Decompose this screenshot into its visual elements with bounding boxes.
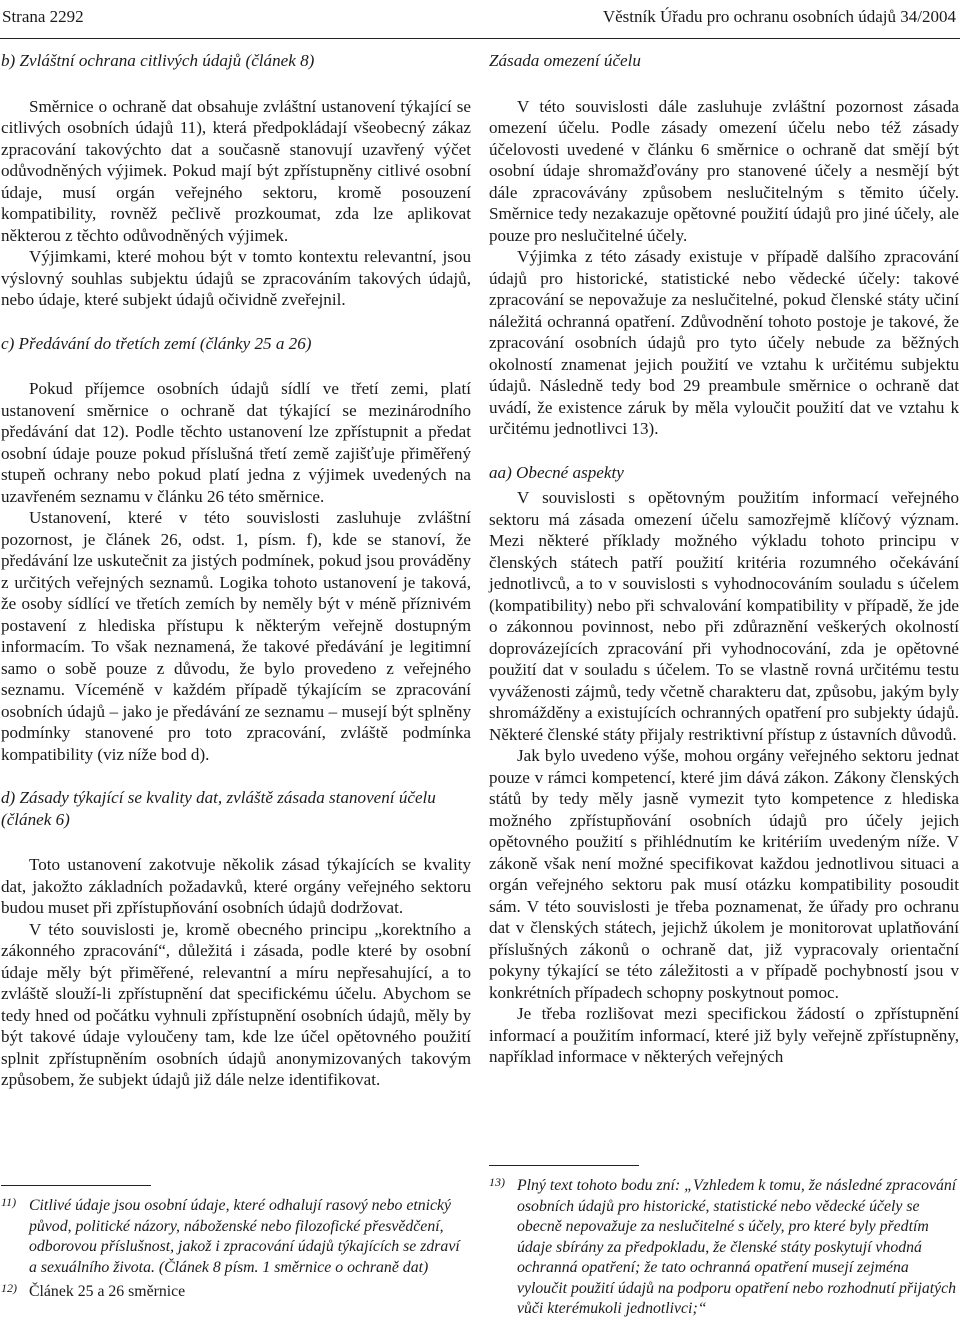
footnote-number: 12): [1, 1281, 17, 1295]
section-heading-d: d) Zásady týkající se kvality dat, zvláště zásada stanovení účelu (článek 6): [1, 788, 436, 829]
header-rule: [0, 38, 960, 39]
paragraph: Výjimka z této zásady existuje v případě dalšího zpracování údajů pro historické, statistické nebo vědecké účely: takové zpracování se nepovažuje za neslučitelné, pokud členské státy učiní náležitá ochranná opatření. Zdůvodnění tohoto postoje je takové, že zpracování osobních údajů pro tyto účely nebude za běžných okolností znamenat jejich použití ve vztahu k určitému subjektu údajů. Následně tedy bod 29 preambule směrnice o ochraně dat uvádí, že existence záruk by měla vyloučit použití dat ve vztahu k určitému jednotlivci 13).: [489, 247, 959, 438]
footnote-rule: [1, 1185, 151, 1186]
paragraph: Toto ustanovení zakotvuje několik zásad týkajících se kvality dat, jakožto základních požadavků, které orgány veřejného sektoru budou muset při zpřístupňování osobních údajů dodržovat.: [1, 855, 471, 917]
footnote-number: 11): [1, 1195, 17, 1209]
footnote-number: 13): [489, 1175, 505, 1189]
footnote-11: [1, 1192, 471, 1278]
footnote-rule: [489, 1165, 639, 1166]
section-heading-b: b) Zvláštní ochrana citlivých údajů (článek 8): [1, 51, 315, 70]
paragraph: Pokud příjemce osobních údajů sídlí ve třetí zemi, platí ustanovení směrnice o ochraně dat týkající se mezinárodního předávání dat 12). Podle těchto ustanovení lze zpřístupnit a předat osobní údaje pouze pokud příslušná třetí země zajišťuje přiměřený stupeň ochrany nebo pokud platí jedna z výjimek uvedených na uzavřeném seznamu v článku 26 této směrnice.: [1, 379, 471, 506]
section-heading-aa: aa) Obecné aspekty: [489, 462, 624, 482]
section-heading-c: c) Předávání do třetích zemí (články 25 a 26): [1, 333, 312, 353]
journal-title: Věstník Úřadu pro ochranu osobních údajů 34/2004: [602, 7, 956, 26]
footnote-12: [1, 1278, 471, 1303]
page-number: Strana 2292: [2, 7, 84, 26]
footnote-text: Článek 25 a 26 směrnice: [29, 1283, 186, 1300]
paragraph: Směrnice o ochraně dat obsahuje zvláštní ustanovení týkající se citlivých osobních údajů 11), která předpokládají všeobecný zákaz zpracování takovýchto dat a současně stanovují uzavřený výčet odůvodněných výjimek. Pokud mají být zpřístupněny citlivé osobní údaje, musí orgán veřejného sektoru, kromě posouzení kompatibility, rovněž pečlivě prozkoumat, zda lze aplikovat některou z těchto odůvodněných výjimek.: [1, 96, 471, 245]
paragraph: V této souvislosti dále zasluhuje zvláštní pozornost zásada omezení účelu. Podle zásady omezení účelu nebo též zásady účelovosti uvedené v článku 6 směrnice o ochraně dat smějí být osobní údaje shromažďovány pro stanovené účely a nesmějí být dále zpracovávány způsobem neslučitelným s těmito účely. Směrnice tedy nezakazuje opětovné použití údajů pro jiné účely, ale pouze pro neslučitelné účely.: [489, 96, 959, 245]
right-footnotes: [489, 1165, 959, 1320]
left-column: [1, 50, 471, 1091]
right-column: [489, 50, 959, 1068]
paragraph: Jak bylo uvedeno výše, mohou orgány veřejného sektoru jednat pouze v rámci kompetencí, které jim dává zákon. Zákony členských států by tedy měly jasně vymezit tyto kompetence z hlediska možného zpřístupňování osobních údajů pro účely jejich opětovného použití s přihlédnutím ke kritériím uvedeným níže. V zákoně však není možné specifikovat každou jednotlivou situaci a orgán veřejného sektoru pak musí otázku kompatibility posoudit sám. V této souvislosti je třeba poznamenat, že úřady pro ochranu dat v členských státech, jejichž úkolem je monitorovat uplatňování příslušných zákonů o ochraně dat, již vypracovaly orientační pokyny týkající se této záležitosti a v případě pochybností jsou v konkrétních případech schopny poskytnout pomoc.: [489, 746, 959, 1002]
footnote-13: [489, 1172, 959, 1320]
paragraph: V souvislosti s opětovným použitím informací veřejného sektoru má zásada omezení účelu samozřejmě klíčový význam. Mezi některé příklady možného výkladu tohoto principu v členských státech patří použití kritéria rozumného očekávání jednotlivců, a to v souvislosti s vyhodnocováním souladu s účelem (kompatibility) nebo při schvalování kompatibility v případě, že jde o zákonnou povinnost, nebo při zdůraznění veškerých okolností doprovázejících zpracování při vyhodnocování, zda je opětovné použití dat v souladu s účelem. To se vlastně rovná určitému testu vyváženosti zájmů, tedy včetně charakteru dat, způsobu, jakým byly shromážděny a existujících ochranných opatření pro subjekty údajů. Některé členské státy přijaly restriktivní přístup z ústavních důvodů.: [489, 488, 959, 744]
left-footnotes: [1, 1185, 471, 1303]
paragraph: V této souvislosti je, kromě obecného principu „korektního a zákonného zpracování“, důležitá i zásada, podle které by osobní údaje měly být přiměřené, relevantní a míru nepřesahující, a to zvláště slouží-li zpřístupnění dat specifickému účelu. Abychom se tedy hned od počátku vyhnuli zpřístupnění osobních údajů, měly by být takové údaje vyloučeny tam, kde lze účel opětovného použití splnit zpřístupněním osobních údajů anonymizovaných takovým způsobem, že subjekt údajů již dále nelze identifikovat.: [1, 919, 471, 1089]
paragraph: Ustanovení, které v této souvislosti zasluhuje zvláštní pozornost, je článek 26, odst. 1, písm. f), kde se stanoví, že předávání lze uskutečnit za jistých podmínek, pokud jsou prováděny z určitých veřejných seznamů. Logika tohoto ustanovení je taková, že osoby sídlící ve třetích zemích by neměly být v méně příznivém postavení z hlediska přístupu k některým veřejně dostupným informacím. To však neznamená, že takové předávání je legitimní samo o sobě pouze z důvodu, že bylo provedeno z veřejného seznamu. Víceméně v každém případě týkajícím se zpracování osobních údajů – jako je předávání ze seznamu – musejí být splněny podmínky stanovené pro toto zpracování, zvláště podmínka kompatibility (viz níže bod d).: [1, 508, 471, 764]
footnote-text: Plný text tohoto bodu zní: „Vzhledem k tomu, že následné zpracování osobních údajů pro historické, statistické nebo vědecké účely se obecně nepovažuje za neslučitelné s účely, pro které byly předtím údaje sbírány za předpokladu, že členské státy poskytují vhodná ochranná opatření; že tato ochranná opatření musejí zejména vyloučit použití údajů na podporu opatření nebo rozhodnutí přijatých vůči kterémukoli jednotlivci;“: [517, 1177, 957, 1317]
footnote-text: Citlivé údaje jsou osobní údaje, které odhalují rasový nebo etnický původ, politické názory, náboženské nebo filozofické přesvědčení, odborovou příslušnost, jakož i zpracování údajů týkajících se zdraví a sexuálního života. (Článek 8 písm. 1 směrnice o ochraně dat): [29, 1197, 460, 1276]
paragraph: Je třeba rozlišovat mezi specifickou žádostí o zpřístupnění informací a použitím informací, které již byly veřejně zpřístupněny, například informace v některých veřejných: [489, 1004, 959, 1066]
paragraph: Výjimkami, které mohou být v tomto kontextu relevantní, jsou výslovný souhlas subjektu údajů se zpracováním takových údajů, nebo údaje, které subjekt údajů očividně zveřejnil.: [1, 247, 471, 309]
page-header: [0, 0, 960, 34]
section-heading-purpose: Zásada omezení účelu: [489, 51, 641, 70]
